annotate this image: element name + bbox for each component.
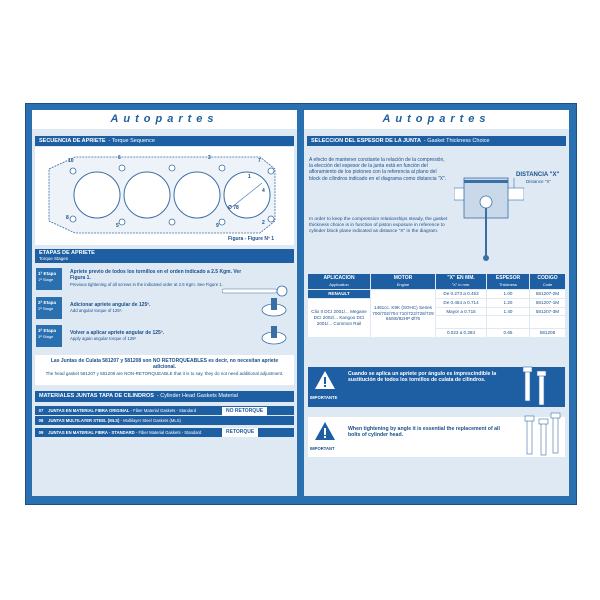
thickness-intro-es: A efecto de mantener constante la relación de la compresión, la elección del espesor de la junta está en función del afloramiento de los pistones con la referencia al plano del block de cilindros indicado en el diagrama como distancia "X". — [309, 157, 447, 182]
table-row: 0.023 a 0.284 0.65 581208 — [308, 329, 566, 338]
angle-gauge-icon — [260, 324, 288, 346]
bolt-number: 9 — [216, 223, 219, 229]
material-row: 07 JUNTAS EN MATERIAL FIBRA ORIGINAL - Fiber Material Gaskets - Standard — [35, 406, 294, 415]
stage-2-text-en: Add angular torque of 125º. — [70, 308, 123, 313]
gasket-spec-table — [307, 273, 566, 338]
warning-label-en: IMPORTANT — [310, 446, 335, 451]
table-header-row — [308, 274, 566, 290]
left-banner: Autopartes — [32, 110, 297, 129]
bolt-number: 7 — [258, 158, 261, 164]
material-row: 08 JUNTAS MULTILAYER STEEL (MLS) - Multilayer Steel Gaskets (MLS) — [35, 416, 294, 425]
distance-x-label-en: Distance "X" — [526, 179, 551, 184]
warning-icon — [314, 370, 336, 390]
gasket-thickness-title: SELECCION DEL ESPESOR DE LA JUNTA — [311, 138, 421, 144]
retorque-note-en: The head gasket 581207 y 581208 are NON-RETORQUEABLE that it is to say, they do not need additional adjustment. — [45, 371, 284, 376]
stage-3-text-en: Apply again angular torque of 125º — [70, 336, 137, 341]
torque-sequence-title: SECUENCIA DE APRIETE — [39, 138, 106, 144]
bolt-number: 5 — [116, 223, 119, 229]
materials-title: MATERIALES JUNTAS TAPA DE CILINDROS — [39, 393, 154, 399]
torque-stages-title: ETAPAS DE APRIETE — [39, 250, 95, 256]
column-header: CODIGO Code — [530, 274, 566, 290]
catalog-sheet — [25, 103, 577, 505]
torque-stages-header — [35, 249, 294, 263]
distance-x-label: DISTANCIA "X" — [516, 172, 560, 178]
column-header: MOTOR Engine — [371, 274, 436, 290]
engine-cell: 1461cc. K9K (SOHC) Series 700/702/704 710/722/728/729 65/80/82HP Ø76 — [371, 290, 436, 338]
materials-subtitle: - Cylinder Head Gaskets Material — [156, 393, 238, 399]
material-row: 09 JUNTAS EN MATERIAL FIBRA - STANDARD - Fiber Material Gaskets - Standard — [35, 428, 294, 437]
bolt-number: 2 — [262, 220, 265, 226]
stage-1-label: 1ª Etapa 1ª Stage — [36, 268, 62, 290]
torque-sequence-header — [35, 136, 294, 146]
stage-1-text: Apriete previo de todos los tornillos en el orden indicado a 2.5 Kgm. Ver Figura 1. — [70, 269, 242, 282]
torque-stages-subtitle: Torque Stages — [39, 256, 69, 261]
warning-label-es: IMPORTANTE — [310, 395, 338, 400]
left-panel — [32, 110, 297, 496]
column-header: ESPESOR Thickness — [487, 274, 530, 290]
torque-sequence-subtitle: - Torque Sequence — [108, 138, 155, 144]
figure-label: Figura - Figure Nº 1 — [228, 236, 274, 242]
brand-cell: RENAULT — [308, 290, 371, 299]
bolt-number: 10 — [68, 158, 74, 164]
stage-3-text: Volver a aplicar apriete angular de 125º. — [70, 330, 164, 336]
column-header: "X" EN MM. "X" in mm. — [436, 274, 487, 290]
application-cell: Clio II DCI 2001/... Megane DCI 2002/... Kangoo DCI 2001/... Common Rail — [308, 298, 371, 337]
diameter-label: Ø 78 — [228, 205, 239, 211]
bolt-number: 8 — [66, 215, 69, 221]
angle-gauge-icon — [260, 296, 288, 318]
cylinder-head-bolts-icon — [519, 365, 564, 460]
retorque-tag: RETORQUE — [222, 428, 258, 437]
retorque-note: Las Juntas de Culata 581207 y 581208 son NO RETORQUEABLES es decir, no necesitan apriete adicional. — [50, 358, 279, 371]
bolt-number: 3 — [208, 155, 211, 161]
table-row: Mayor a 0.715 1.40 581207-3M — [308, 307, 566, 316]
column-header: APLICACION Application — [308, 274, 371, 290]
stage-2-text: Adicionar apriete angular de 125º. — [70, 302, 151, 308]
table-row: RENAULT 1461cc. K9K (SOHC) Series 700/702/704 710/722/728/729 65/80/82HP Ø76 De 0.273 a 0.453 1.00 581207-2M — [308, 290, 566, 299]
right-banner: Autopartes — [304, 110, 569, 129]
no-retorque-tag: NO RETORQUE — [222, 407, 267, 416]
warning-text-en: When tightening by angle it is essential the replacement of all bolts of cylinder head. — [348, 426, 500, 439]
right-panel — [304, 110, 569, 496]
warning-text-es: Cuando se aplica un apriete por ángulo es imprescindible la sustitución de todos los tornillos de culata de cilindros. — [348, 371, 497, 384]
stage-2-label: 2ª Etapa 2ª Stage — [36, 297, 62, 319]
stage-3-label: 3ª Etapa 3ª Stage — [36, 325, 62, 347]
bolt-number: 1 — [248, 174, 251, 180]
gasket-thickness-subtitle: - Gasket Thickness Choice — [423, 138, 490, 144]
warning-icon — [314, 421, 336, 441]
bolt-number: 4 — [262, 188, 265, 194]
materials-header — [35, 391, 294, 402]
bolt-number: 6 — [118, 155, 121, 161]
gasket-thickness-header — [307, 136, 566, 146]
thickness-intro-en: In order to keep the compression relationships steady, the gasket thickness choice is in function of piston exposure in reference to cylinder block plane indicated as distance "X" in the diagram. — [309, 217, 448, 235]
stage-1-text-en: Previous tightening of all screws in the indicated order at 2.5 Kgm. See Figure 1. — [70, 282, 223, 287]
table-row: Clio II DCI 2001/... Megane DCI 2002/... Kangoo DCI 2001/... Common Rail De 0.454 a 0.714 1.20 581207-1M — [308, 298, 566, 307]
piston-diagram — [454, 168, 524, 263]
